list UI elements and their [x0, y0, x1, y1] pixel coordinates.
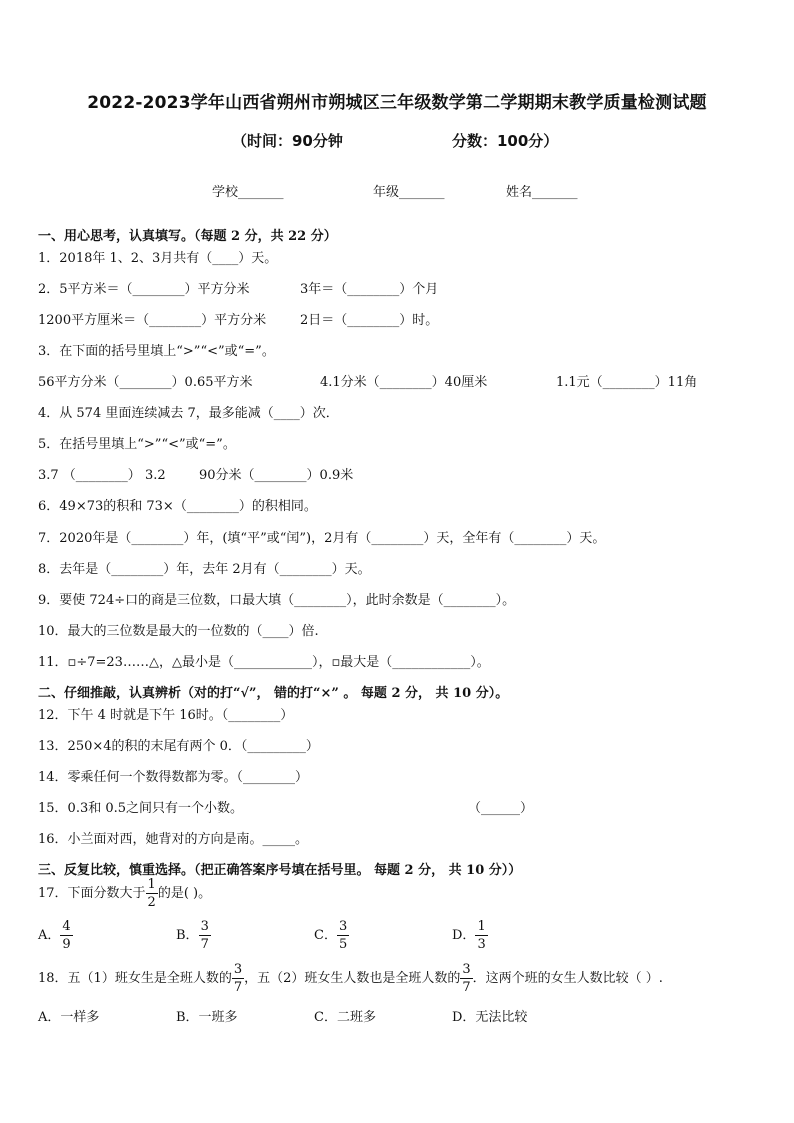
question-18-option-d[interactable]: D．无法比较	[452, 1010, 528, 1025]
question-9: 9．要使 724÷口的商是三位数，口最大填（________），此时余数是（________）。	[38, 593, 516, 608]
question-2b: 3年＝（________）个月	[300, 282, 439, 297]
exam-time: （时间：90分钟	[232, 132, 343, 150]
option-label: A．	[38, 928, 61, 943]
question-3a: 56平方分米（________）0.65平方米	[38, 375, 253, 390]
question-12: 12．下午 4 时就是下午 16时。（________）	[38, 708, 294, 723]
question-10: 10．最大的三位数是最大的一位数的（____）倍.	[38, 624, 319, 639]
question-17-tail: 的是( )。	[157, 886, 212, 901]
fraction-denominator: 7	[200, 937, 209, 952]
fraction-one-half	[146, 878, 158, 909]
section-3-heading: 三、反复比较，慎重选择。（把正确答案序号填在括号里。 每题 2 分， 共 10 分））	[38, 863, 522, 878]
fraction-three-sevenths	[232, 963, 244, 994]
fraction-numerator: 1	[477, 919, 486, 934]
option-label: C．	[314, 928, 337, 943]
question-5a: 3.7 （________） 3.2	[38, 468, 166, 483]
school-field: 学校_______	[212, 185, 284, 200]
option-fraction	[337, 920, 349, 951]
question-17-stem: 17．下面分数大于	[38, 886, 146, 901]
question-8: 8．去年是（________）年，去年 2月有（________）天。	[38, 562, 371, 577]
question-16: 16．小兰面对西，她背对的方向是南。_____。	[38, 832, 309, 847]
fraction-numerator: 3	[200, 919, 209, 934]
name-field: 姓名_______	[506, 185, 578, 200]
question-2d: 2日＝（________）时。	[300, 313, 439, 328]
fraction-denominator: 7	[233, 980, 243, 995]
option-fraction	[475, 920, 487, 951]
question-18-middle: ，五（2）班女生人数也是全班人数的	[244, 971, 461, 986]
question-14: 14．零乘任何一个数得数都为零。（________）	[38, 770, 309, 785]
option-label: D．	[452, 928, 476, 943]
section-2-heading: 二、仔细推敲，认真辨析（对的打“√”， 错的打“×” 。 每题 2 分， 共 10 分）。	[38, 686, 509, 701]
page-title: 2022-2023学年山西省朔州市朔城区三年级数学第二学期期末教学质量检测试题	[87, 93, 707, 113]
option-label: B．	[176, 928, 199, 943]
question-1: 1．2018年 1、2、3月共有（____）天。	[38, 251, 278, 266]
question-4: 4．从 574 里面连续减去 7，最多能减（____）次．	[38, 406, 339, 421]
question-15-blank: （______）	[468, 801, 534, 816]
question-13: 13．250×4的积的末尾有两个 0．（_________）	[38, 739, 319, 754]
question-17-option-b[interactable]	[176, 920, 211, 951]
question-18-stem: 18．五（1）班女生是全班人数的	[38, 971, 232, 986]
question-6: 6．49×73的积和 73×（________）的积相同。	[38, 499, 317, 514]
question-18-tail: ．这两个班的女生人数比较（ ）.	[472, 971, 663, 986]
fraction-numerator: 3	[233, 962, 243, 977]
question-5b: 90分米（________）0.9米	[199, 468, 354, 483]
fraction-three-sevenths	[460, 963, 472, 994]
fraction-numerator: 4	[62, 919, 71, 934]
question-11: 11．▫÷7=23……△，△最小是（____________），▫最大是（____________）。	[38, 655, 490, 670]
question-17-option-d[interactable]	[452, 920, 488, 951]
question-18-option-a[interactable]: A．一样多	[38, 1010, 100, 1025]
fraction-denominator: 7	[462, 980, 471, 995]
question-18	[38, 963, 663, 994]
fraction-numerator: 1	[147, 877, 156, 892]
question-3b: 4.1分米（________）40厘米	[320, 375, 488, 390]
question-17-option-a[interactable]	[38, 920, 73, 951]
fraction-denominator: 2	[147, 895, 156, 910]
option-fraction	[60, 920, 72, 951]
exam-score: 分数：100分）	[452, 132, 559, 150]
question-3: 3．在下面的括号里填上“>”“<”或“=”。	[38, 344, 275, 359]
question-5: 5．在括号里填上“>”“<”或“=”。	[38, 437, 236, 452]
fraction-numerator: 3	[338, 919, 348, 934]
grade-field: 年级_______	[373, 185, 445, 200]
option-fraction	[199, 920, 211, 951]
fraction-denominator: 5	[338, 937, 348, 952]
fraction-denominator: 3	[477, 937, 486, 952]
question-17	[38, 878, 211, 909]
question-17-option-c[interactable]	[314, 920, 349, 951]
question-18-option-c[interactable]: C．二班多	[314, 1010, 376, 1025]
question-18-option-b[interactable]: B．一班多	[176, 1010, 238, 1025]
section-1-heading: 一、用心思考，认真填写。（每题 2 分，共 22 分）	[38, 229, 337, 244]
fraction-denominator: 9	[62, 937, 71, 952]
question-2c: 1200平方厘米＝（________）平方分米	[38, 313, 267, 328]
fraction-numerator: 3	[462, 962, 471, 977]
question-3c: 1.1元（________）11角	[556, 375, 698, 390]
question-15: 15．0.3和 0.5之间只有一个小数。	[38, 801, 244, 816]
question-2a: 2．5平方米＝（________）平方分米	[38, 282, 250, 297]
question-7: 7．2020年是（________）年，(填“平”或“闰”)，2月有（________）天，全年有（________）天。	[38, 531, 606, 546]
